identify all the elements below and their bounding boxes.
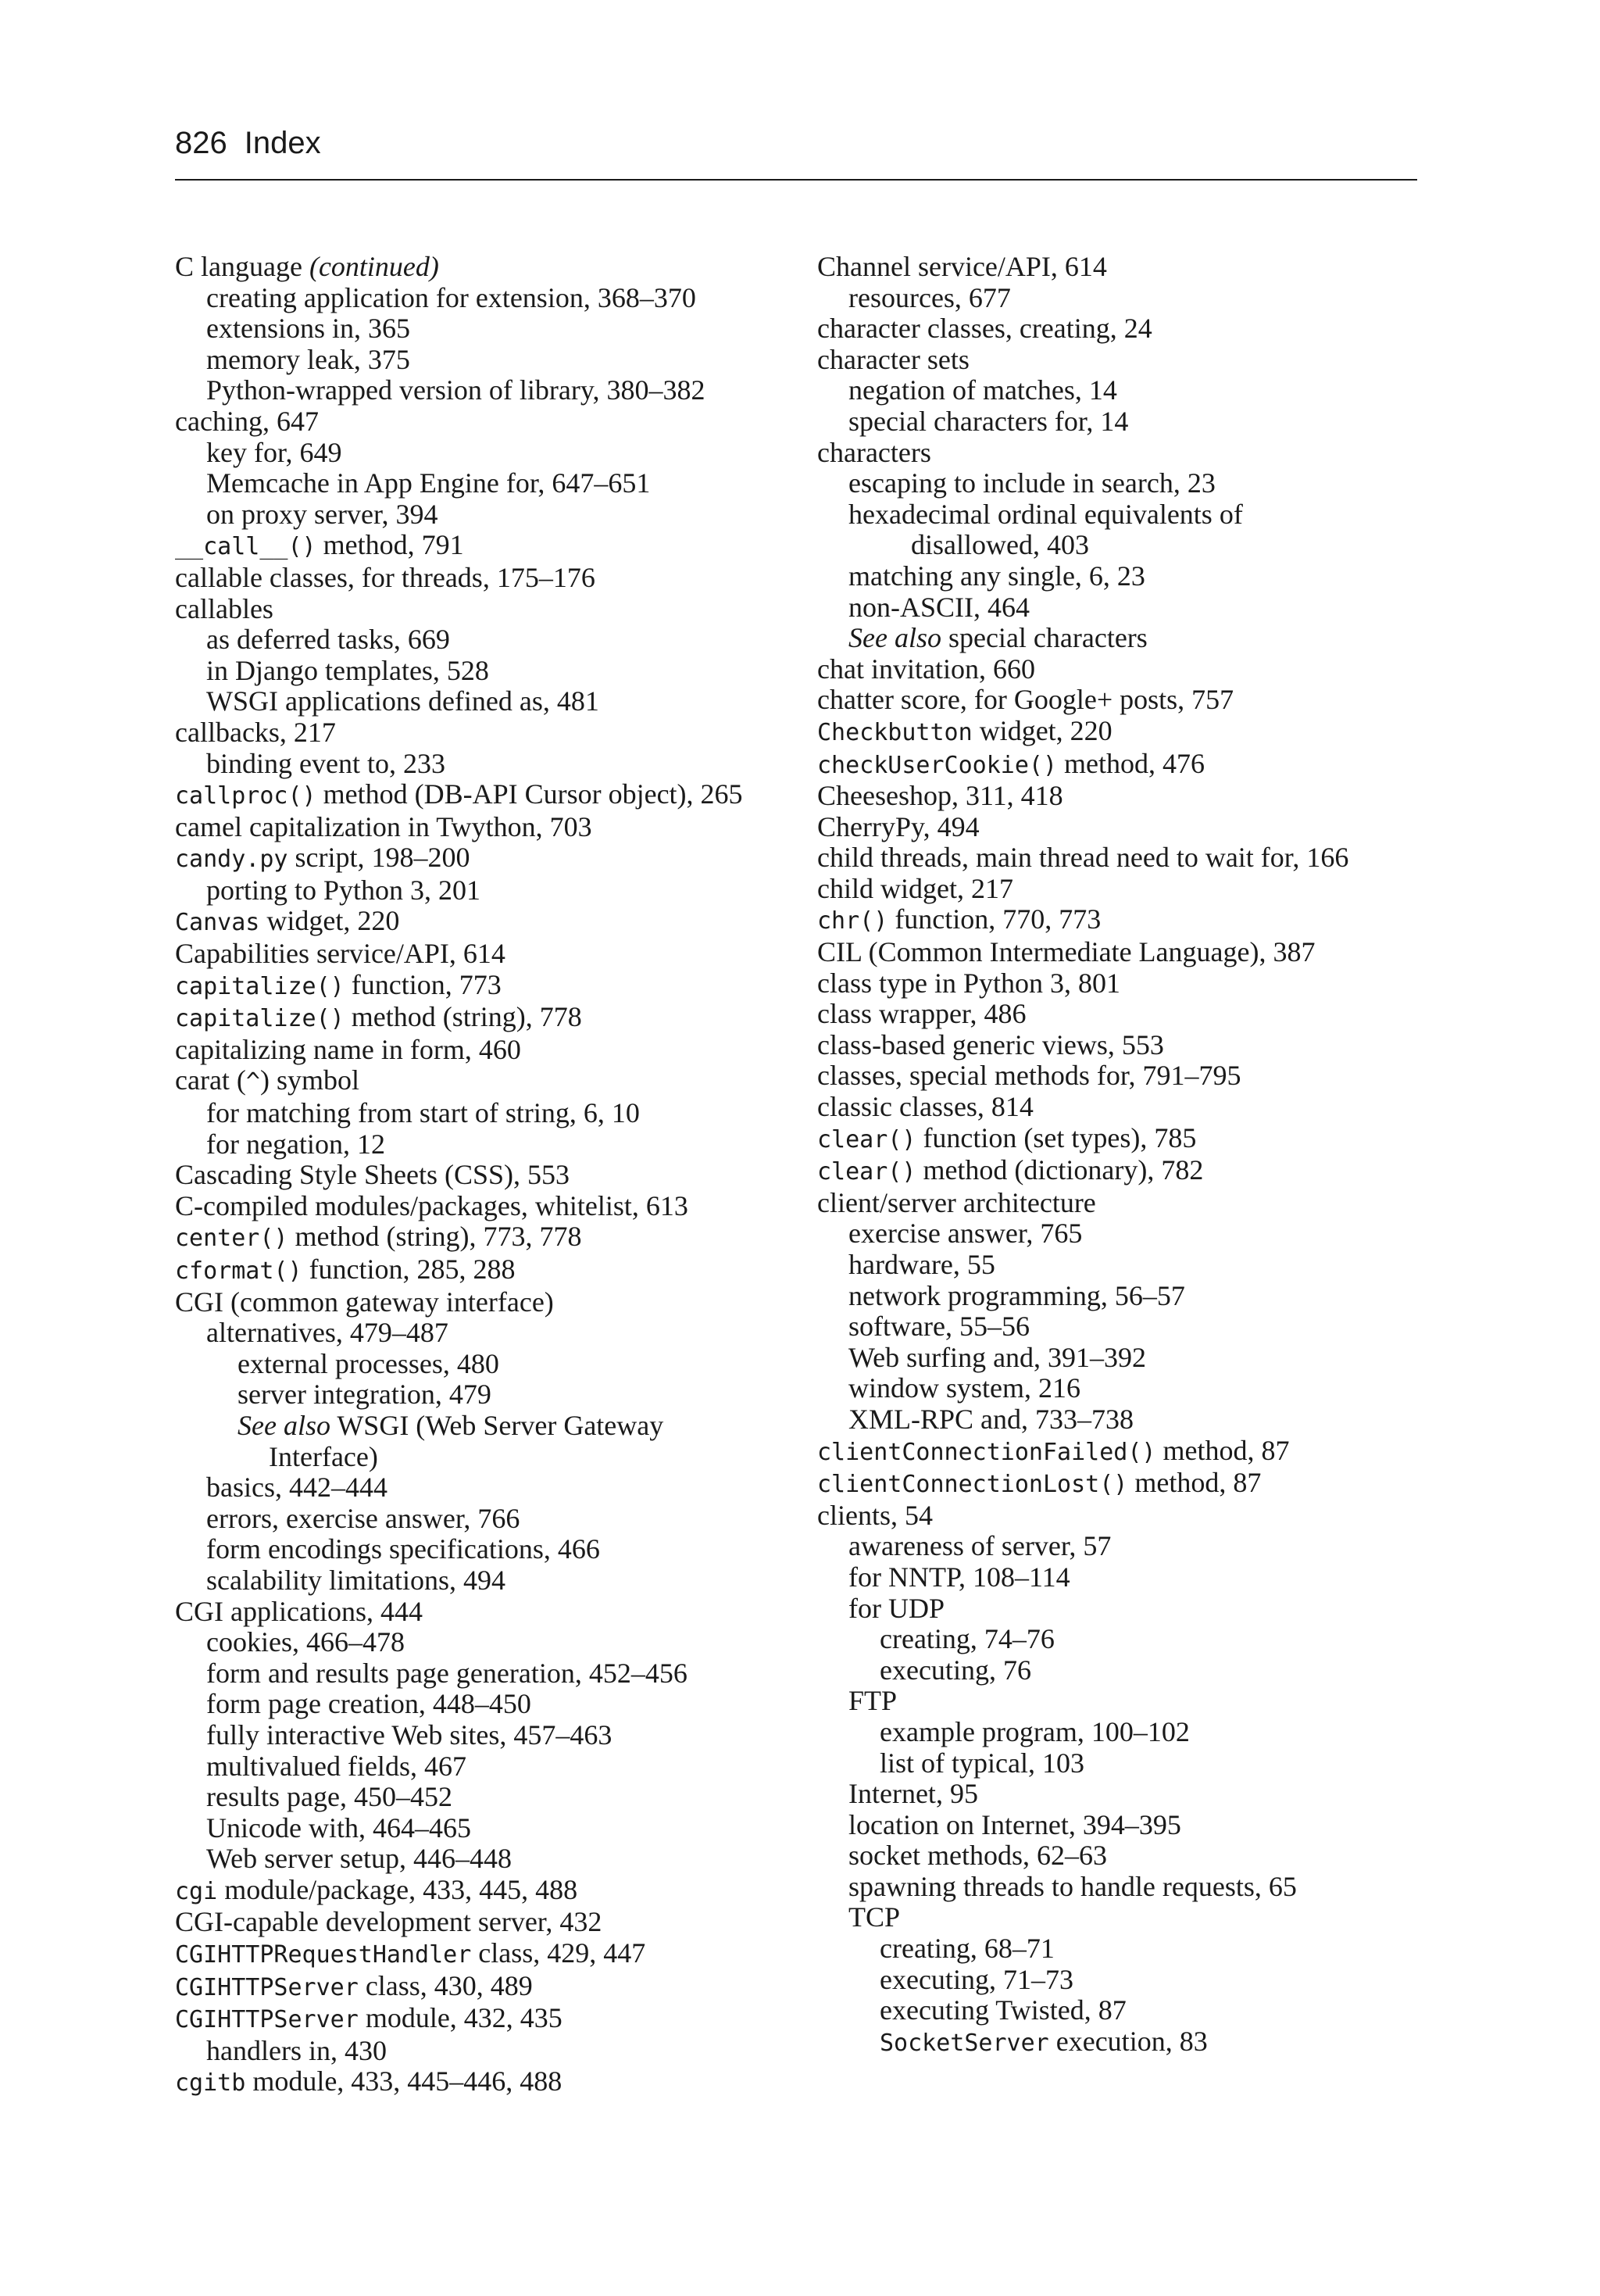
index-entry: [175, 1002, 816, 1035]
index-subentry: [817, 2026, 1458, 2059]
entry-text: method, 87: [1127, 1467, 1262, 1499]
italic-text: See also: [238, 1409, 330, 1441]
entry-text: exercise answer, 765: [848, 1218, 1083, 1250]
entry-text: scalability limitations, 494: [206, 1564, 505, 1596]
entry-text: creating, 68–71: [880, 1933, 1055, 1965]
entry-text: for negation, 12: [206, 1128, 385, 1160]
entry-text: classes, special methods for, 791–795: [817, 1060, 1241, 1092]
entry-text: errors, exercise answer, 766: [206, 1502, 520, 1534]
page-number: 826: [175, 126, 227, 160]
index-entry: [175, 812, 816, 843]
code-term: clientConnectionLost(): [817, 1471, 1128, 1499]
entry-text: clients, 54: [817, 1499, 933, 1531]
index-entry: [175, 1191, 816, 1222]
entry-text: cookies, 466–478: [206, 1626, 405, 1658]
entry-text: results page, 450–452: [206, 1781, 452, 1813]
entry-text: method (dictionary), 782: [916, 1154, 1204, 1186]
entry-text: Web server setup, 446–448: [206, 1843, 512, 1875]
index-subentry: [175, 438, 816, 469]
entry-text: matching any single, 6, 23: [848, 560, 1145, 592]
index-entry: [817, 937, 1458, 968]
entry-text: chat invitation, 660: [817, 653, 1035, 685]
entry-text: Channel service/API, 614: [817, 251, 1107, 282]
entry-text: alternatives, 479–487: [206, 1317, 448, 1349]
entry-text: classic classes, 814: [817, 1091, 1034, 1123]
entry-text: method (string), 773, 778: [288, 1221, 582, 1253]
index-entry: [817, 252, 1458, 283]
entry-text: widget, 220: [259, 905, 400, 937]
entry-text: character classes, creating, 24: [817, 313, 1152, 345]
index-entry: [817, 438, 1458, 469]
entry-text: socket methods, 62–63: [848, 1840, 1107, 1872]
index-subentry: [175, 1504, 816, 1535]
entry-text: CherryPy, 494: [817, 810, 980, 842]
index-entry: [175, 530, 816, 563]
entry-text: Memcache in App Engine for, 647–651: [206, 467, 651, 499]
entry-text: class type in Python 3, 801: [817, 967, 1120, 999]
index-subentry: [175, 283, 816, 314]
index-column-left: [175, 252, 816, 2099]
index-subentry: [175, 624, 816, 656]
index-subentry: [175, 1098, 816, 1129]
code-term: clientConnectionFailed(): [817, 1438, 1156, 1466]
index-entry: [175, 1597, 816, 1628]
index-entry: [817, 313, 1458, 345]
index-entry: [817, 874, 1458, 905]
index-subentry: [817, 1404, 1458, 1436]
entry-text: extensions in, 365: [206, 313, 410, 345]
entry-text: module, 433, 445–446, 488: [245, 2065, 562, 2098]
index-subentry: [175, 1318, 816, 1349]
entry-text: camel capitalization in Twython, 703: [175, 810, 592, 842]
code-term: candy.py: [175, 846, 288, 874]
index-entry: [817, 345, 1458, 376]
entry-text: Internet, 95: [848, 1778, 978, 1810]
entry-text: client/server architecture: [817, 1186, 1096, 1218]
index-subentry: [817, 1686, 1458, 1717]
code-term: cgi: [175, 1877, 218, 1905]
entry-text: CGI (common gateway interface): [175, 1286, 554, 1318]
entry-text: for UDP: [848, 1592, 945, 1624]
index-entry: [817, 842, 1458, 874]
index-subentry: [817, 1343, 1458, 1374]
entry-text: software, 55–56: [848, 1311, 1030, 1343]
index-subentry: [175, 1129, 816, 1161]
entry-text: function (set types), 785: [916, 1121, 1197, 1153]
index-subentry: [817, 1717, 1458, 1748]
code-term: clear(): [817, 1125, 916, 1153]
index-subentry: [175, 1782, 816, 1813]
index-subentry: [175, 1565, 816, 1597]
entry-text: multivalued fields, 467: [206, 1750, 466, 1782]
index-entry: [175, 970, 816, 1003]
index-subentry: [817, 283, 1458, 314]
entry-text: C language: [175, 251, 309, 282]
entry-text: child widget, 217: [817, 872, 1013, 904]
index-entry: [817, 1500, 1458, 1532]
entry-text: CIL (Common Intermediate Language), 387: [817, 936, 1316, 968]
index-subentry: [175, 656, 816, 687]
running-header: [175, 117, 1417, 169]
entry-text: form and results page generation, 452–456: [206, 1657, 688, 1689]
index-subentry: [817, 1593, 1458, 1625]
entry-text: in Django templates, 528: [206, 654, 489, 686]
code-term: checkUserCookie(): [817, 751, 1058, 779]
entry-text: creating application for extension, 368–370: [206, 281, 696, 313]
entry-text: creating, 74–76: [880, 1623, 1055, 1655]
entry-text: Web surfing and, 391–392: [848, 1341, 1147, 1373]
entry-text: list of typical, 103: [880, 1747, 1084, 1779]
entry-text: server integration, 479: [238, 1379, 491, 1411]
index-subentry: [817, 561, 1458, 592]
entry-text: class, 430, 489: [358, 1969, 533, 2001]
index-entry: [175, 252, 816, 283]
entry-text: basics, 442–444: [206, 1472, 388, 1504]
entry-text: module, 432, 435: [358, 2002, 562, 2034]
index-entry: [175, 906, 816, 939]
index-entry: [175, 1287, 816, 1318]
entry-text: TCP: [848, 1901, 901, 1933]
entry-text: capitalizing name in form, 460: [175, 1033, 521, 1065]
index-entry: [817, 716, 1458, 749]
entry-text: CGI applications, 444: [175, 1595, 423, 1627]
index-subentry: [817, 499, 1458, 531]
entry-text: WSGI (Web Server Gateway: [330, 1409, 664, 1441]
code-term: SocketServer: [880, 2029, 1049, 2057]
index-subentry: [175, 1720, 816, 1751]
entry-text: special characters for, 14: [848, 405, 1129, 437]
index-entry: [817, 1092, 1458, 1123]
index-subentry: [175, 1627, 816, 1658]
entry-text: on proxy server, 394: [206, 498, 438, 530]
entry-text: child threads, main thread need to wait for, 166: [817, 842, 1349, 874]
entry-text: spawning threads to handle requests, 65: [848, 1870, 1297, 1902]
index-entry: [817, 1060, 1458, 1092]
index-subentry: [175, 345, 816, 376]
index-subentry: [817, 592, 1458, 624]
entry-text: method, 476: [1057, 747, 1205, 779]
code-term: cformat(): [175, 1257, 302, 1285]
entry-text: method, 87: [1155, 1434, 1290, 1466]
index-subentry: [175, 375, 816, 406]
entry-text: WSGI applications defined as, 481: [206, 685, 599, 717]
index-entry: [817, 904, 1458, 937]
index-subentry: [817, 1810, 1458, 1841]
code-term: capitalize(): [175, 1005, 345, 1033]
index-entry: [175, 2066, 816, 2099]
index-subentry: [817, 1624, 1458, 1655]
entry-text: class-based generic views, 553: [817, 1028, 1164, 1060]
index-subentry: [817, 1218, 1458, 1250]
entry-text: FTP: [848, 1685, 898, 1717]
code-term: chr(): [817, 907, 888, 935]
entry-text: network programming, 56–57: [848, 1279, 1185, 1311]
index-subentry: [817, 375, 1458, 406]
entry-text: method (DB-API Cursor object), 265: [316, 778, 743, 810]
entry-text: function, 773: [344, 968, 502, 1000]
index-entry: [175, 563, 816, 594]
index-subentry: [175, 1658, 816, 1690]
page-title: Index: [244, 126, 321, 160]
index-column-right: [817, 252, 1458, 2058]
entry-text: CGI-capable development server, 432: [175, 1906, 602, 1938]
index-subentry: [817, 1531, 1458, 1562]
index-entry: [175, 1938, 816, 1971]
index-entry: [817, 968, 1458, 1000]
index-subentry: [817, 1902, 1458, 1933]
header-rule: [175, 179, 1417, 181]
entry-text: resources, 677: [848, 281, 1011, 313]
index-entry: [817, 749, 1458, 781]
index-subentry: [817, 1872, 1458, 1903]
index-entry: [817, 999, 1458, 1030]
index-subentry: [175, 2036, 816, 2067]
code-term: CGIHTTPRequestHandler: [175, 1941, 472, 1969]
entry-text: executing, 76: [880, 1654, 1031, 1686]
index-subentry: [175, 1534, 816, 1565]
entry-text: function, 285, 288: [302, 1254, 516, 1285]
index-entry: [175, 1971, 816, 2004]
entry-text: Capabilities service/API, 614: [175, 938, 505, 970]
index-subentry: [175, 499, 816, 531]
index-entry: [817, 1123, 1458, 1156]
index-entry: [817, 1188, 1458, 1219]
entry-text: method (string), 778: [344, 1001, 582, 1033]
entry-text: hexadecimal ordinal equivalents of: [848, 498, 1243, 530]
index-subentry: [817, 1840, 1458, 1872]
entry-text: ) symbol: [259, 1064, 359, 1096]
index-entry: [175, 779, 816, 812]
index-entry: [175, 1160, 816, 1191]
index-entry: [175, 406, 816, 438]
index-subentry: [175, 313, 816, 345]
index-subentry: [175, 749, 816, 780]
index-entry: [175, 1254, 816, 1287]
entry-text: Unicode with, 464–465: [206, 1811, 471, 1844]
entry-text: non-ASCII, 464: [848, 591, 1030, 623]
index-entry: [175, 939, 816, 970]
code-term: CGIHTTPServer: [175, 1973, 359, 2001]
entry-text: chatter score, for Google+ posts, 757: [817, 684, 1234, 716]
index-subentry: [817, 1281, 1458, 1312]
index-entry: [817, 654, 1458, 685]
index-subentry: [817, 1562, 1458, 1593]
code-term: cgitb: [175, 2069, 246, 2098]
index-subentry: [817, 623, 1458, 654]
index-subentry: [175, 1349, 816, 1380]
index-subentry: [817, 1995, 1458, 2026]
index-subentry: [817, 1933, 1458, 1965]
entry-text: widget, 220: [972, 714, 1112, 746]
index-entry: [817, 812, 1458, 843]
index-entry: [817, 1468, 1458, 1500]
entry-text: for matching from start of string, 6, 10: [206, 1097, 640, 1129]
index-subentry: [175, 1689, 816, 1720]
index-subentry: [817, 468, 1458, 499]
entry-text: callbacks, 217: [175, 716, 336, 748]
index-entry: [175, 1035, 816, 1066]
entry-text: porting to Python 3, 201: [206, 874, 481, 906]
index-entry: [817, 1030, 1458, 1061]
index-subentry: [817, 1373, 1458, 1404]
code-term: Checkbutton: [817, 718, 973, 746]
entry-text: method, 791: [316, 529, 464, 561]
index-subentry: [175, 1844, 816, 1875]
index-subentry: [175, 1379, 816, 1411]
index-subentry: [175, 875, 816, 907]
index-entry: [175, 1907, 816, 1938]
index-subentry: [175, 1751, 816, 1783]
entry-text: C-compiled modules/packages, whitelist, 613: [175, 1189, 688, 1221]
entry-text: example program, 100–102: [880, 1715, 1190, 1747]
index-subentry: [175, 1472, 816, 1504]
code-term: clear(): [817, 1158, 916, 1186]
entry-text: hardware, 55: [848, 1249, 995, 1280]
entry-text: characters: [817, 436, 931, 468]
index-subentry: [175, 1411, 816, 1442]
code-term: Canvas: [175, 909, 260, 937]
index-entry: [175, 1065, 816, 1098]
index-subentry: [817, 1655, 1458, 1686]
index-subentry: [817, 530, 1458, 561]
entry-text: Cascading Style Sheets (CSS), 553: [175, 1159, 570, 1191]
entry-text: negation of matches, 14: [848, 374, 1117, 406]
entry-text: callables: [175, 592, 273, 624]
code-term: ^: [245, 1068, 260, 1096]
index-entry: [175, 1221, 816, 1254]
code-term: capitalize(): [175, 972, 345, 1000]
entry-text: external processes, 480: [238, 1347, 499, 1379]
entry-text: execution, 83: [1048, 2025, 1208, 2057]
entry-text: location on Internet, 394–395: [848, 1808, 1181, 1840]
entry-text: XML-RPC and, 733–738: [848, 1403, 1134, 1435]
entry-text: special characters: [941, 622, 1148, 654]
index-subentry: [817, 1250, 1458, 1281]
entry-text: executing, 71–73: [880, 1963, 1073, 1995]
code-term: __call__(): [175, 533, 316, 561]
index-entry: [175, 594, 816, 625]
entry-text: handlers in, 430: [206, 2034, 387, 2066]
code-term: callproc(): [175, 782, 316, 810]
entry-text: function, 770, 773: [888, 903, 1102, 935]
index-subentry: [175, 686, 816, 717]
entry-text: as deferred tasks, 669: [206, 624, 450, 656]
index-subentry: [817, 406, 1458, 438]
entry-text: fully interactive Web sites, 457–463: [206, 1718, 612, 1751]
entry-text: key for, 649: [206, 436, 342, 468]
entry-text: carat (: [175, 1064, 246, 1096]
entry-text: executing Twisted, 87: [880, 1994, 1127, 2026]
italic-text: See also: [848, 622, 941, 654]
index-entry: [817, 1436, 1458, 1468]
code-term: center(): [175, 1225, 288, 1253]
entry-text: escaping to include in search, 23: [848, 467, 1216, 499]
entry-text: class wrapper, 486: [817, 998, 1027, 1030]
entry-text: form encodings specifications, 466: [206, 1533, 600, 1565]
index-subentry: [817, 1779, 1458, 1810]
index-subentry: [817, 1311, 1458, 1343]
entry-text: for NNTP, 108–114: [848, 1561, 1070, 1593]
index-subentry: [175, 1813, 816, 1844]
entry-text: module/package, 433, 445, 488: [217, 1873, 578, 1905]
entry-text: caching, 647: [175, 405, 319, 437]
index-entry: [175, 1875, 816, 1908]
code-term: CGIHTTPServer: [175, 2006, 359, 2034]
entry-text: memory leak, 375: [206, 343, 410, 375]
entry-text: script, 198–200: [288, 842, 470, 874]
entry-text: character sets: [817, 343, 970, 375]
index-subentry: [817, 1965, 1458, 1996]
index-entry: [817, 1155, 1458, 1188]
index-entry: [175, 2003, 816, 2036]
entry-text: awareness of server, 57: [848, 1530, 1112, 1562]
index-subentry: [175, 1442, 816, 1473]
index-subentry: [817, 1748, 1458, 1779]
entry-text: Cheeseshop, 311, 418: [817, 780, 1063, 812]
entry-text: callable classes, for threads, 175–176: [175, 561, 595, 593]
entry-text: binding event to, 233: [206, 747, 445, 779]
index-entry: [175, 842, 816, 875]
italic-text: (continued): [309, 251, 439, 282]
entry-text: Python-wrapped version of library, 380–382: [206, 374, 705, 406]
entry-text: form page creation, 448–450: [206, 1688, 531, 1720]
index-entry: [817, 781, 1458, 812]
index-entry: [817, 685, 1458, 716]
index-entry: [175, 717, 816, 749]
entry-text: window system, 216: [848, 1372, 1080, 1404]
entry-text: Interface): [269, 1440, 378, 1472]
entry-text: class, 429, 447: [471, 1937, 646, 1969]
entry-text: disallowed, 403: [911, 529, 1089, 561]
index-subentry: [175, 468, 816, 499]
